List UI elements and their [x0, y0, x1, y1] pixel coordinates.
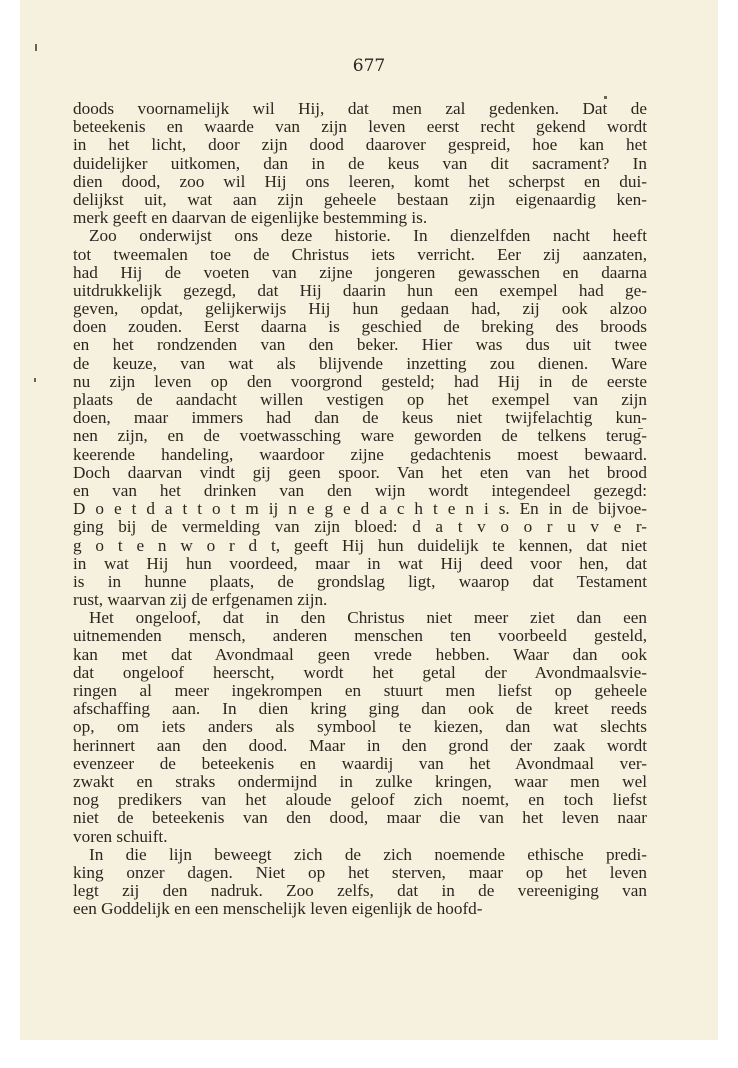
text-line: Het ongeloof, dat in den Christus niet meer ziet dan een [89, 608, 647, 628]
text-line: Doch daarvan vindt gij geen spoor. Van het eten van het brood [73, 462, 647, 482]
text-line: op, om iets anders als symbool te kiezen, dan wat slechts [73, 717, 647, 737]
text-line: Zoo onderwijst ons deze historie. In dienzelfden nacht heeft [89, 226, 647, 246]
paragraph [73, 846, 647, 919]
text-line: D o e t d a t t o t m ij n e g e d a c h t e n i s. En in de bijvoe- [73, 499, 647, 519]
text-line: dien dood, zoo wil Hij ons leeren, komt het scherpst en dui- [73, 171, 647, 191]
text-line: keerende handeling, waardoor zijne gedachtenis moest bewaard. [73, 444, 647, 464]
body-text [73, 100, 647, 918]
text-line: delijkst uit, wat aan zijn geheele bestaan zijn eigenaardig ken- [73, 189, 647, 209]
text-line: tot tweemalen toe de Christus iets verricht. Eer zij aanzaten, [73, 244, 647, 264]
paragraph [73, 100, 647, 227]
text-line: in het licht, door zijn dood daarover gespreid, hoe kan het [73, 135, 647, 155]
text-line: afschaffing aan. In dien kring ging dan ook de kreet reeds [73, 699, 647, 719]
text-line: evenzeer de beteekenis en waardij van het Avondmaal ver- [73, 753, 647, 773]
text-line: g o t e n w o r d t, geeft Hij hun duidelijk te kennen, dat niet [73, 535, 647, 555]
text-line: in wat Hij hun voordeed, maar in wat Hij deed voor hen, dat [73, 553, 647, 573]
text-line: doen zouden. Eerst daarna is geschied de breking des broods [73, 317, 647, 337]
text-line: ringen al meer ingekrompen en stuurt men liefst op geheele [73, 681, 647, 700]
text-line: merk geeft en daarvan de eigenlijke bestemming is. [73, 208, 428, 228]
text-line: nu zijn leven op den voorgrond gesteld; had Hij in de eerste [73, 371, 647, 391]
text-line: doen, maar immers had dan de keus niet twijfelachtig kun- [73, 408, 647, 428]
text-line: voren schuift. [73, 826, 168, 846]
paragraph [73, 227, 647, 609]
text-line: In die lijn beweegt zich de zich noemende ethische predi- [89, 844, 647, 864]
text-line: plaats de aandacht willen vestigen op het exempel van zijn [73, 390, 647, 409]
text-line: een Goddelijk en een menschelijk leven eigenlijk de hoofd- [73, 899, 483, 919]
text-line: en het rondzenden van den beker. Hier was dus uit twee [73, 335, 647, 355]
page-number: 677 [352, 56, 386, 76]
margin-speck [34, 378, 36, 382]
text-line: legt zij den nadruk. Zoo zelfs, dat in de vereeniging van [73, 881, 647, 901]
text-line: nog predikers van het aloude geloof zich noemt, en toch liefst [73, 790, 647, 810]
text-line: de keuze, van wat als blijvende inzetting zou dienen. Ware [73, 353, 647, 373]
text-line: ging bij de vermelding van zijn bloed: d a t v o o r u v e r- [73, 517, 647, 537]
text-line: herinnert aan den dood. Maar in den grond der zaak wordt [73, 735, 647, 755]
text-line: dat ongeloof heerscht, wordt het getal der Avondmaalsvie- [73, 662, 647, 682]
paragraph [73, 609, 647, 845]
text-line: duidelijker uitkomen, dan in de keus van dit sacrament? In [73, 153, 647, 173]
text-line: king onzer dagen. Niet op het sterven, maar op het leven [73, 862, 647, 882]
text-line: uitnemenden mensch, anderen menschen ten voorbeeld gesteld, [73, 626, 647, 646]
text-line: nen zijn, en de voetwassching ware geworden de telkens terug- [73, 426, 647, 446]
text-line: zwakt en straks ondermijnd in zulke kringen, waar men wel [73, 771, 647, 791]
text-line: doods voornamelijk wil Hij, dat men zal gedenken. Dat de [73, 99, 647, 118]
book-page [20, 0, 718, 1040]
margin-speck [35, 44, 37, 51]
text-line: uitdrukkelijk gezegd, dat Hij daarin hun een exempel had ge- [73, 280, 647, 300]
text-line: rust, waarvan zij de erfgenamen zijn. [73, 590, 328, 610]
text-line: is in hunne plaats, de grondslag ligt, waarop dat Testament [73, 571, 647, 591]
text-line: kan met dat Avondmaal geen vrede hebben. Waar dan ook [73, 644, 647, 664]
text-line: niet de beteekenis van den dood, maar die van het leven naar [73, 808, 647, 828]
text-line: had Hij de voeten van zijne jongeren gewasschen en daarna [73, 262, 647, 282]
text-line: beteekenis en waarde van zijn leven eerst recht gekend wordt [73, 117, 647, 137]
text-line: en van het drinken van den wijn wordt integendeel gezegd: [73, 480, 647, 500]
text-line: geven, opdat, gelijkerwijs Hij hun gedaan had, zij ook alzoo [73, 299, 647, 319]
